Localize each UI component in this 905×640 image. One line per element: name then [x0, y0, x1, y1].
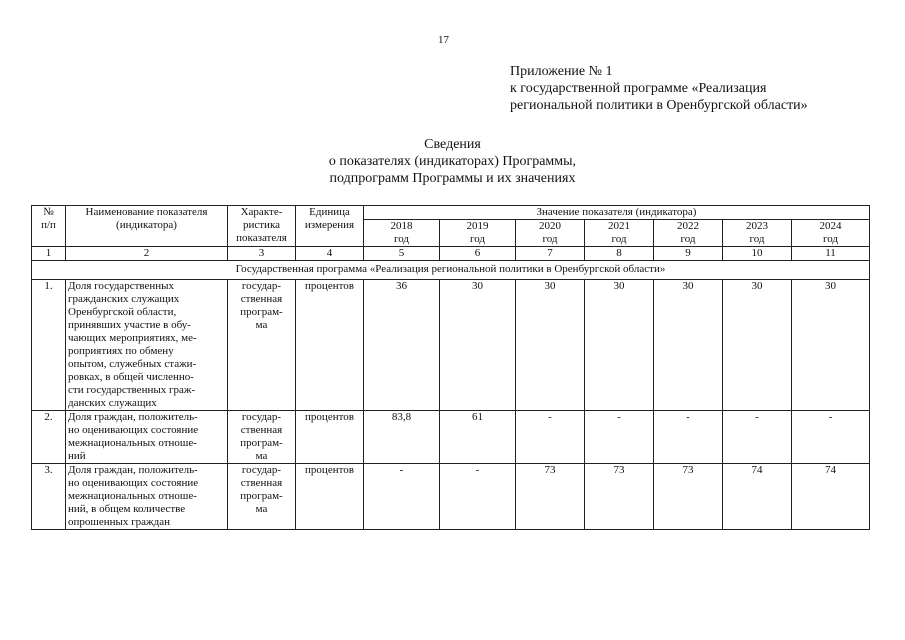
row-characteristic: государ- ственная програм- ма: [228, 464, 296, 530]
header-year: 2021 год: [585, 220, 654, 247]
column-number: 2: [66, 247, 228, 261]
header-num: № п/п: [32, 206, 66, 247]
header-year: 2023 год: [723, 220, 792, 247]
appendix-line-3: региональной политики в Оренбургской области»: [510, 98, 808, 113]
column-number: 8: [585, 247, 654, 261]
indicators-table: [31, 205, 870, 530]
row-name: Доля государственных гражданских служащих Оренбургской области, принявших участие в обу- чающих мероприятиях, ме- роприятиях по обмену опытом, служебных стажи- ровках, в общей численно- сти государственных граж- данских служащих: [66, 280, 228, 411]
header-year: 2019 год: [440, 220, 516, 247]
column-number: 1: [32, 247, 66, 261]
row-num: 1.: [32, 280, 66, 411]
header-year: 2018 год: [364, 220, 440, 247]
header-characteristic: Характе- ристика показателя: [228, 206, 296, 247]
row-value-2023: 30: [723, 280, 792, 411]
heading-line-3: подпрограмм Программы и их значениях: [329, 171, 576, 186]
column-number: 11: [792, 247, 870, 261]
row-num: 2.: [32, 411, 66, 464]
row-value-2024: -: [792, 411, 870, 464]
row-value-2024: 30: [792, 280, 870, 411]
row-value-2020: 30: [516, 280, 585, 411]
row-characteristic: государ- ственная програм- ма: [228, 280, 296, 411]
column-number: 10: [723, 247, 792, 261]
row-value-2018: -: [364, 464, 440, 530]
row-value-2018: 83,8: [364, 411, 440, 464]
row-unit: процентов: [296, 280, 364, 411]
row-value-2024: 74: [792, 464, 870, 530]
appendix-header: [510, 63, 808, 114]
row-value-2020: -: [516, 411, 585, 464]
heading-line-2: о показателях (индикаторах) Программы,: [328, 154, 577, 169]
column-number: 5: [364, 247, 440, 261]
row-value-2022: -: [654, 411, 723, 464]
row-value-2020: 73: [516, 464, 585, 530]
column-number: 7: [516, 247, 585, 261]
header-unit: Единица измерения: [296, 206, 364, 247]
heading-line-1: Сведения: [424, 137, 481, 152]
header-year: 2020 год: [516, 220, 585, 247]
row-value-2021: 30: [585, 280, 654, 411]
row-characteristic: государ- ственная програм- ма: [228, 411, 296, 464]
row-value-2022: 30: [654, 280, 723, 411]
column-number: 9: [654, 247, 723, 261]
row-num: 3.: [32, 464, 66, 530]
table-row: [32, 464, 870, 530]
column-number: 3: [228, 247, 296, 261]
column-number-row: [32, 247, 870, 261]
table-row: [32, 411, 870, 464]
header-year: 2022 год: [654, 220, 723, 247]
row-name: Доля граждан, положитель- но оценивающих состояние межнациональных отноше- ний: [66, 411, 228, 464]
column-number: 6: [440, 247, 516, 261]
row-unit: процентов: [296, 464, 364, 530]
row-name: Доля граждан, положитель- но оценивающих состояние межнациональных отноше- ний, в общем количестве опрошенных граждан: [66, 464, 228, 530]
row-value-2018: 36: [364, 280, 440, 411]
section-row: [32, 261, 870, 280]
table-row: [32, 280, 870, 411]
appendix-line-2: к государственной программе «Реализация: [510, 81, 767, 96]
header-name: Наименование показателя (индикатора): [66, 206, 228, 247]
column-number: 4: [296, 247, 364, 261]
row-value-2022: 73: [654, 464, 723, 530]
appendix-line-1: Приложение № 1: [510, 64, 613, 79]
row-value-2019: -: [440, 464, 516, 530]
page-number: 17: [438, 34, 449, 46]
header-year: 2024 год: [792, 220, 870, 247]
row-value-2023: 74: [723, 464, 792, 530]
document-heading: [0, 136, 905, 187]
row-value-2019: 30: [440, 280, 516, 411]
row-unit: процентов: [296, 411, 364, 464]
row-value-2021: -: [585, 411, 654, 464]
header-row: [32, 206, 870, 220]
header-value-group: Значение показателя (индикатора): [364, 206, 870, 220]
row-value-2021: 73: [585, 464, 654, 530]
section-title: Государственная программа «Реализация региональной политики в Оренбургской области»: [32, 261, 870, 280]
row-value-2023: -: [723, 411, 792, 464]
row-value-2019: 61: [440, 411, 516, 464]
